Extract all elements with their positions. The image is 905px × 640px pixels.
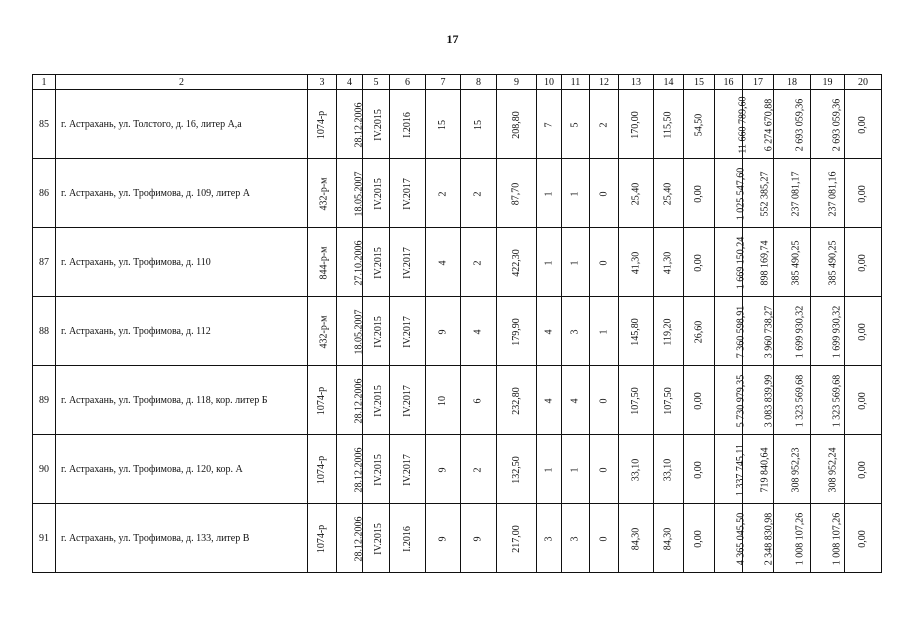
cell-c13-text: 41,30 — [630, 251, 641, 274]
cell-c17 — [743, 297, 774, 366]
cell-c13-text: 107,50 — [630, 386, 641, 415]
cell-c20 — [845, 435, 882, 504]
cell-c11 — [562, 297, 590, 366]
cell-address: г. Астрахань, ул. Трофимова, д. 110 — [56, 228, 308, 297]
cell-c8 — [461, 159, 497, 228]
cell-c7-text: 10 — [437, 395, 448, 406]
cell-c8 — [461, 297, 497, 366]
cell-c19-text: 385 490,25 — [827, 240, 839, 285]
cell-c20 — [845, 228, 882, 297]
column-header: 10 — [537, 75, 562, 90]
cell-c20-text: 0,00 — [857, 322, 868, 341]
cell-c20 — [845, 504, 882, 573]
cell-c17-text: 719 840,64 — [759, 447, 771, 492]
cell-c5 — [363, 228, 390, 297]
cell-c15-text: 26,60 — [693, 320, 704, 343]
cell-c9 — [497, 90, 537, 159]
cell-c10-text: 3 — [543, 536, 554, 541]
cell-c8-text: 2 — [472, 260, 484, 265]
cell-c8 — [461, 435, 497, 504]
cell-c18-text: 2 693 059,36 — [794, 98, 806, 151]
cell-c20-text: 0,00 — [857, 460, 868, 479]
cell-c8-text: 6 — [472, 398, 484, 403]
cell-c9 — [497, 366, 537, 435]
cell-c7 — [426, 297, 461, 366]
cell-c13 — [619, 435, 654, 504]
cell-doc — [308, 504, 337, 573]
cell-c7-text: 15 — [437, 119, 448, 130]
cell-c9-text: 217,00 — [510, 524, 522, 553]
cell-c13-text: 84,30 — [630, 527, 641, 550]
cell-date-text: 18.05.2007 — [353, 309, 365, 354]
cell-c18-text: 308 952,23 — [790, 447, 802, 492]
cell-c18 — [774, 366, 811, 435]
column-header: 11 — [562, 75, 590, 90]
cell-address: г. Астрахань, ул. Толстого, д. 16, литер А,а — [56, 90, 308, 159]
cell-c5-text: IV.2015 — [372, 108, 384, 141]
cell-c6-text: IV.2017 — [401, 453, 413, 486]
cell-doc-text: 432-р-м — [318, 177, 330, 210]
cell-c12-text: 0 — [598, 260, 609, 265]
cell-c6-text: IV.2017 — [401, 315, 413, 348]
cell-c12-text: 0 — [598, 398, 609, 403]
cell-c17 — [743, 435, 774, 504]
cell-c20-text: 0,00 — [857, 115, 868, 134]
cell-c8-text: 4 — [472, 329, 484, 334]
cell-c11-text: 3 — [569, 536, 581, 541]
cell-c5 — [363, 90, 390, 159]
cell-c13-text: 33,10 — [630, 458, 641, 481]
cell-c11 — [562, 228, 590, 297]
cell-c19 — [811, 297, 845, 366]
cell-c16 — [715, 504, 747, 573]
column-header: 3 — [308, 75, 337, 90]
cell-c5-text: IV.2015 — [372, 453, 384, 486]
cell-c9-text: 87,70 — [510, 182, 522, 205]
cell-c14-text: 115,50 — [662, 110, 674, 139]
cell-c7-text: 2 — [437, 191, 448, 196]
cell-c11-text: 3 — [569, 329, 581, 334]
cell-address: г. Астрахань, ул. Трофимова, д. 112 — [56, 297, 308, 366]
cell-c17 — [743, 504, 774, 573]
cell-c6 — [390, 366, 426, 435]
cell-c6-text: IV.2017 — [401, 246, 413, 279]
cell-date-text: 28.12.2006 — [353, 516, 365, 561]
cell-address: г. Астрахань, ул. Трофимова, д. 133, литер В — [56, 504, 308, 573]
column-header: 5 — [363, 75, 390, 90]
cell-c18 — [774, 228, 811, 297]
cell-c18 — [774, 297, 811, 366]
cell-c9-text: 232,80 — [510, 386, 522, 415]
cell-date-text: 28.12.2006 — [353, 447, 365, 492]
cell-date — [337, 90, 363, 159]
cell-c9 — [497, 297, 537, 366]
cell-c18 — [774, 90, 811, 159]
cell-date — [337, 159, 363, 228]
cell-c5-text: IV.2015 — [372, 522, 384, 555]
cell-c19 — [811, 159, 845, 228]
cell-c17 — [743, 366, 774, 435]
cell-c12-text: 0 — [598, 467, 609, 472]
cell-c16 — [715, 90, 749, 159]
cell-date — [337, 297, 363, 366]
cell-doc-text: 844-р-м — [318, 246, 330, 279]
cell-doc-text: 1074-р — [316, 386, 328, 415]
cell-doc — [308, 159, 337, 228]
cell-date — [337, 504, 363, 573]
cell-c12 — [590, 504, 619, 573]
cell-c11-text: 1 — [569, 467, 581, 472]
cell-c12-text: 2 — [598, 122, 609, 127]
cell-c7-text: 9 — [437, 467, 448, 472]
cell-c14 — [654, 366, 684, 435]
column-header: 7 — [426, 75, 461, 90]
cell-date-text: 18.05.2007 — [353, 171, 365, 216]
cell-c14-text: 41,30 — [662, 251, 674, 274]
column-header: 14 — [654, 75, 684, 90]
cell-c12 — [590, 90, 619, 159]
page-number: 17 — [446, 32, 459, 46]
cell-c8-text: 2 — [472, 467, 484, 472]
cell-c20 — [845, 297, 882, 366]
cell-doc-text: 1074-р — [316, 110, 328, 139]
cell-c9 — [497, 435, 537, 504]
cell-c17-text: 552 385,27 — [759, 171, 771, 216]
cell-c20-text: 0,00 — [857, 391, 868, 410]
cell-c12-text: 0 — [598, 536, 609, 541]
cell-c14-text: 119,20 — [662, 317, 674, 346]
cell-c11 — [562, 366, 590, 435]
cell-c15-text: 0,00 — [693, 253, 704, 272]
cell-c16 — [715, 435, 747, 504]
cell-c18 — [774, 504, 811, 573]
cell-c17-text: 3 960 738,27 — [763, 305, 775, 358]
cell-c16-text: 4 365 045,50 — [735, 512, 747, 565]
cell-doc-text: 432-р-м — [318, 315, 330, 348]
cell-c10-text: 4 — [543, 329, 554, 334]
cell-c8 — [461, 90, 497, 159]
table-row — [33, 90, 882, 159]
cell-address: г. Астрахань, ул. Трофимова, д. 118, кор. литер Б — [56, 366, 308, 435]
cell-c12 — [590, 366, 619, 435]
cell-doc — [308, 297, 337, 366]
cell-c5 — [363, 159, 390, 228]
table-row — [33, 228, 882, 297]
cell-c5-text: IV.2015 — [372, 315, 384, 348]
cell-date-text: 28.12.2006 — [353, 102, 365, 147]
cell-c17 — [743, 228, 774, 297]
table-row — [33, 297, 882, 366]
cell-c19-text: 2 693 059,36 — [831, 98, 843, 151]
column-number-header — [33, 75, 882, 90]
cell-c12 — [590, 435, 619, 504]
cell-c13 — [619, 366, 654, 435]
cell-c17-text: 3 083 839,99 — [763, 374, 775, 427]
cell-doc — [308, 366, 337, 435]
cell-no: 88 — [33, 297, 56, 366]
cell-c11 — [562, 90, 590, 159]
cell-c12-text: 1 — [598, 329, 609, 334]
cell-c6 — [390, 90, 426, 159]
cell-c18-text: 1 323 569,68 — [794, 374, 806, 427]
cell-c13 — [619, 297, 654, 366]
cell-c6-text: IV.2017 — [401, 177, 413, 210]
cell-c20 — [845, 366, 882, 435]
cell-c13-text: 145,80 — [630, 317, 641, 346]
cell-c13 — [619, 228, 654, 297]
cell-c10-text: 1 — [543, 467, 554, 472]
cell-doc — [308, 90, 337, 159]
column-header: 19 — [811, 75, 845, 90]
cell-c5-text: IV.2015 — [372, 246, 384, 279]
cell-c18 — [774, 435, 811, 504]
cell-c11 — [562, 435, 590, 504]
cell-c11-text: 5 — [569, 122, 581, 127]
cell-c15 — [684, 228, 715, 297]
cell-c5 — [363, 297, 390, 366]
cell-c15 — [684, 504, 715, 573]
cell-c19 — [811, 90, 845, 159]
cell-c6-text: I.2016 — [401, 111, 413, 138]
cell-c16-text: 1 669 150,24 — [735, 236, 747, 289]
cell-c19-text: 1 323 569,68 — [831, 374, 843, 427]
cell-c7-text: 4 — [437, 260, 448, 265]
cell-c8 — [461, 366, 497, 435]
cell-c9-text: 422,30 — [510, 248, 522, 277]
cell-c16-text: 5 730 979,35 — [735, 374, 747, 427]
cell-c19 — [811, 228, 845, 297]
cell-c16 — [715, 297, 747, 366]
column-header: 15 — [684, 75, 715, 90]
column-header: 2 — [56, 75, 308, 90]
cell-c15-text: 0,00 — [693, 529, 704, 548]
cell-c14 — [654, 504, 684, 573]
cell-no: 86 — [33, 159, 56, 228]
cell-c14 — [654, 90, 684, 159]
cell-c15 — [684, 90, 715, 159]
column-header: 13 — [619, 75, 654, 90]
cell-c19-text: 308 952,24 — [827, 447, 839, 492]
table-row — [33, 159, 882, 228]
cell-c18-text: 237 081,17 — [790, 171, 802, 216]
table-row — [33, 366, 882, 435]
cell-c6-text: I.2016 — [401, 525, 413, 552]
cell-c15 — [684, 159, 715, 228]
cell-c5 — [363, 366, 390, 435]
cell-c10 — [537, 366, 562, 435]
cell-c15 — [684, 366, 715, 435]
cell-c18 — [774, 159, 811, 228]
cell-c8 — [461, 504, 497, 573]
cell-date — [337, 228, 363, 297]
cell-c19 — [811, 435, 845, 504]
cell-c8-text: 2 — [472, 191, 484, 196]
cell-c17-text: 6 274 670,88 — [763, 98, 775, 151]
cell-c14 — [654, 297, 684, 366]
cell-c9-text: 208,80 — [510, 110, 522, 139]
column-header: 9 — [497, 75, 537, 90]
cell-c17-text: 898 169,74 — [759, 240, 771, 285]
cell-doc — [308, 435, 337, 504]
cell-c20-text: 0,00 — [857, 529, 868, 548]
cell-c14-text: 33,10 — [662, 458, 674, 481]
cell-c16-text: 11 660 789,60 — [737, 95, 749, 154]
cell-c19 — [811, 504, 845, 573]
cell-c14 — [654, 228, 684, 297]
cell-c11-text: 4 — [569, 398, 581, 403]
table-row — [33, 504, 882, 573]
cell-doc-text: 1074-р — [316, 455, 328, 484]
cell-c5 — [363, 435, 390, 504]
cell-c7 — [426, 228, 461, 297]
column-header: 16 — [715, 75, 743, 90]
cell-c7 — [426, 159, 461, 228]
cell-c5 — [363, 504, 390, 573]
cell-c17 — [743, 159, 774, 228]
cell-c20-text: 0,00 — [857, 184, 868, 203]
cell-c10 — [537, 435, 562, 504]
cell-c7 — [426, 504, 461, 573]
cell-c20 — [845, 159, 882, 228]
cell-c7-text: 9 — [437, 536, 448, 541]
cell-c6-text: IV.2017 — [401, 384, 413, 417]
cell-c6 — [390, 228, 426, 297]
cell-date — [337, 435, 363, 504]
cell-no: 91 — [33, 504, 56, 573]
cell-c9 — [497, 159, 537, 228]
cell-date-text: 28.12.2006 — [353, 378, 365, 423]
table-body — [33, 90, 882, 573]
cell-c10-text: 1 — [543, 191, 554, 196]
cell-c10 — [537, 504, 562, 573]
cell-no: 87 — [33, 228, 56, 297]
cell-c18-text: 385 490,25 — [790, 240, 802, 285]
cell-no: 85 — [33, 90, 56, 159]
cell-doc-text: 1074-р — [316, 524, 328, 553]
column-header: 18 — [774, 75, 811, 90]
column-header: 6 — [390, 75, 426, 90]
cell-address: г. Астрахань, ул. Трофимова, д. 120, кор. А — [56, 435, 308, 504]
cell-c14-text: 84,30 — [662, 527, 674, 550]
cell-c6 — [390, 435, 426, 504]
cell-c10-text: 1 — [543, 260, 554, 265]
cell-c5-text: IV.2015 — [372, 177, 384, 210]
cell-doc — [308, 228, 337, 297]
cell-c15 — [684, 435, 715, 504]
cell-c11 — [562, 159, 590, 228]
cell-c18-text: 1 699 930,32 — [794, 305, 806, 358]
cell-c14 — [654, 159, 684, 228]
cell-c8 — [461, 228, 497, 297]
cell-c10-text: 4 — [543, 398, 554, 403]
cell-c7 — [426, 435, 461, 504]
cell-c7-text: 9 — [437, 329, 448, 334]
cell-c15-text: 54,50 — [693, 113, 704, 136]
cell-no: 90 — [33, 435, 56, 504]
cell-c16-text: 7 360 598,91 — [735, 305, 747, 358]
cell-c15-text: 0,00 — [693, 460, 704, 479]
cell-c17-text: 2 348 830,98 — [763, 512, 775, 565]
cell-c10 — [537, 228, 562, 297]
cell-c7 — [426, 90, 461, 159]
column-header: 8 — [461, 75, 497, 90]
cell-c15 — [684, 297, 715, 366]
cell-c8-text: 9 — [472, 536, 484, 541]
cell-c15-text: 0,00 — [693, 391, 704, 410]
cell-c19-text: 237 081,16 — [827, 171, 839, 216]
cell-c10 — [537, 159, 562, 228]
cell-c16 — [715, 159, 747, 228]
column-header: 17 — [743, 75, 774, 90]
cell-c12 — [590, 297, 619, 366]
cell-c20 — [845, 90, 882, 159]
column-header: 12 — [590, 75, 619, 90]
cell-c6 — [390, 159, 426, 228]
cell-c10-text: 7 — [543, 122, 554, 127]
cell-c14 — [654, 435, 684, 504]
cell-c18-text: 1 008 107,26 — [794, 512, 806, 565]
cell-c7 — [426, 366, 461, 435]
cell-c9-text: 132,50 — [510, 455, 522, 484]
cell-c11-text: 1 — [569, 191, 581, 196]
cell-c16-text: 1 337 745,11 — [735, 443, 747, 496]
cell-c12 — [590, 159, 619, 228]
cell-c19-text: 1 008 107,26 — [831, 512, 843, 565]
cell-c13-text: 25,40 — [630, 182, 641, 205]
cell-c9 — [497, 504, 537, 573]
cell-date — [337, 366, 363, 435]
cell-c16 — [715, 366, 747, 435]
cell-c14-text: 107,50 — [662, 386, 674, 415]
cell-c12-text: 0 — [598, 191, 609, 196]
cell-c19-text: 1 699 930,32 — [831, 305, 843, 358]
cell-address: г. Астрахань, ул. Трофимова, д. 109, литер А — [56, 159, 308, 228]
cell-c11 — [562, 504, 590, 573]
cell-c11-text: 1 — [569, 260, 581, 265]
table-row — [33, 435, 882, 504]
cell-c12 — [590, 228, 619, 297]
cell-c6 — [390, 504, 426, 573]
cell-c13 — [619, 159, 654, 228]
cell-date-text: 27.10.2006 — [353, 240, 365, 285]
column-header: 4 — [337, 75, 363, 90]
cell-c8-text: 15 — [472, 119, 484, 130]
cell-no: 89 — [33, 366, 56, 435]
column-header: 20 — [845, 75, 882, 90]
cell-c5-text: IV.2015 — [372, 384, 384, 417]
cell-c14-text: 25,40 — [662, 182, 674, 205]
cell-c13-text: 170,00 — [630, 110, 641, 139]
cell-c15-text: 0,00 — [693, 184, 704, 203]
cell-c20-text: 0,00 — [857, 253, 868, 272]
cell-c19 — [811, 366, 845, 435]
housing-register-table — [32, 74, 882, 573]
column-header: 1 — [33, 75, 56, 90]
cell-c6 — [390, 297, 426, 366]
cell-c9 — [497, 228, 537, 297]
cell-c16 — [715, 228, 747, 297]
cell-c13 — [619, 504, 654, 573]
cell-c9-text: 179,90 — [510, 317, 522, 346]
cell-c13 — [619, 90, 654, 159]
cell-c10 — [537, 90, 562, 159]
cell-c16-text: 1 025 547,60 — [735, 167, 747, 220]
cell-c10 — [537, 297, 562, 366]
